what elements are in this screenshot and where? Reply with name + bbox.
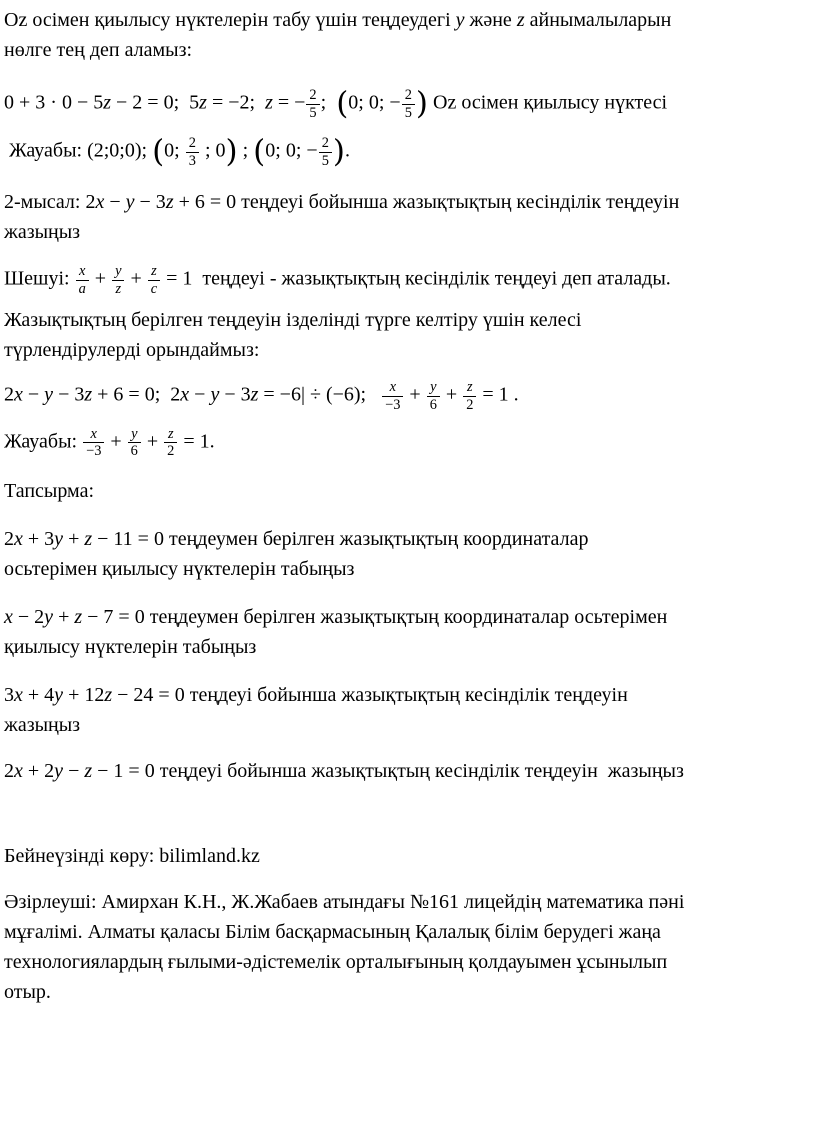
text-run: түрлендірулерді орындаймыз:: [4, 339, 260, 362]
fraction: [462, 379, 477, 413]
answer-intercept-equation: [4, 426, 811, 460]
text-run: технологиялардың ғылыми-әдістемелік орталығының қолдауымен ұсынылып: [4, 950, 668, 973]
right-paren: ): [415, 85, 429, 122]
math-run: x − 2y + z − 7 = 0: [4, 605, 145, 628]
text-run: жазыңыз: [4, 713, 81, 736]
text-run: теңдеуі бойынша жазықтықтың кесінділік теңдеуін: [236, 191, 680, 214]
transformation-intro: [4, 305, 811, 365]
task-intercept-2: [4, 756, 811, 786]
math-run: 0 + 3 · 0 − 5z − 2 = 0; 5z = −2; z = −: [4, 91, 306, 114]
text-run: жазыңыз: [4, 221, 81, 244]
fraction-numerator: x: [389, 379, 396, 396]
math-run: +: [105, 430, 127, 453]
task-intersections-2: [4, 602, 811, 662]
math-run: = 1: [477, 384, 509, 407]
text-run: осьтерімен қиылысу нүктелерін табыңыз: [4, 557, 355, 580]
fraction-numerator: 2: [188, 135, 196, 152]
math-run: ; 0: [199, 139, 226, 162]
math-run: +: [440, 384, 463, 407]
text-run: теңдеуі - жазықтықтың кесінділік теңдеуі деп аталады.: [192, 267, 671, 290]
text-run: 2-мысал:: [4, 191, 86, 214]
fraction: [163, 426, 178, 460]
text-run: .: [209, 430, 215, 453]
text-run: Бейнеүзінді көру: bilimland.kz: [4, 844, 260, 867]
text-run: және: [464, 9, 517, 31]
task-intersections-1: [4, 524, 811, 584]
text-run: отыр.: [4, 980, 51, 1003]
math-run: +: [141, 430, 164, 453]
text-run: Шешуі:: [4, 267, 75, 290]
fraction: [381, 379, 404, 413]
fraction-numerator: 2: [404, 87, 412, 103]
math-run: y: [455, 9, 465, 31]
fraction-numerator: y: [430, 379, 437, 396]
text-run: Жауабы: (2;0;0);: [9, 139, 153, 162]
math-run: z: [516, 9, 525, 31]
fraction-denominator: 5: [319, 152, 332, 170]
text-run: Oz осімен қиылысу нүктесі: [428, 91, 668, 114]
text-run: Тапсырма:: [4, 479, 94, 502]
fraction-numerator: 2: [321, 135, 329, 152]
text-run: Әзірлеуші: Амирхан К.Н., Ж.Жабаев атындағы №161 лицейдің математика пәні: [4, 890, 685, 913]
math-run: 2x + 3y + z − 11 = 0: [4, 527, 164, 550]
fraction-denominator: 6: [128, 442, 141, 460]
tasks-heading: [4, 476, 811, 506]
text-run: нөлге тең деп аламыз:: [4, 39, 193, 61]
math-run: = 1: [161, 267, 193, 290]
math-run: 3x + 4y + 12z − 24 = 0: [4, 683, 185, 706]
fraction-numerator: x: [78, 263, 86, 280]
text-run: мұғалімі. Алматы қаласы Білім басқармасының Қалалық білім берудегі жаңа: [4, 920, 661, 943]
fraction-numerator: z: [466, 379, 473, 396]
video-link-line: [4, 841, 811, 871]
text-run: Oz осімен қиылысу нүктелерін табу үшін теңдеудегі: [4, 9, 456, 31]
fraction: [82, 426, 105, 460]
answer-all-intersections: [4, 135, 811, 169]
math-run: ;: [320, 91, 337, 114]
solution-intercept-definition: [4, 263, 811, 297]
text-run: .: [345, 139, 350, 162]
fraction-denominator: 2: [164, 442, 177, 460]
fraction-denominator: 5: [402, 104, 415, 122]
fraction: [401, 87, 416, 121]
fraction: [305, 87, 320, 121]
example-2-problem: [4, 187, 811, 247]
formula-transformation: [4, 379, 811, 413]
fraction-numerator: y: [115, 263, 122, 280]
fraction-numerator: z: [151, 263, 157, 280]
fraction: [75, 263, 90, 297]
task-intercept-1: [4, 680, 811, 740]
fraction-numerator: x: [90, 425, 97, 442]
left-paren: (: [336, 85, 349, 122]
right-paren: ): [332, 133, 345, 170]
fraction-numerator: y: [131, 425, 138, 442]
fraction: [318, 135, 333, 169]
blank-line: [4, 786, 811, 816]
math-run: 0; 0; −: [265, 139, 318, 162]
math-run: +: [404, 384, 426, 407]
text-run: теңдеумен берілген жазықтықтың координаталар осьтерімен: [144, 605, 668, 628]
text-run: Жазықтықтың берілген теңдеуін ізделінді түрге келтіру үшін келесі: [4, 309, 582, 332]
fraction-denominator: 2: [463, 396, 476, 414]
left-paren: (: [152, 133, 165, 170]
math-run: 2x + 2y − z − 1 = 0: [4, 759, 155, 782]
author-credit: [4, 887, 811, 1007]
left-paren: (: [253, 133, 266, 170]
fraction: [111, 263, 125, 297]
fraction-numerator: z: [167, 425, 174, 442]
text-run: Жауабы:: [4, 430, 83, 453]
fraction-denominator: −3: [83, 442, 104, 460]
fraction: [185, 135, 200, 169]
text-run: ;: [237, 139, 254, 162]
fraction: [127, 426, 142, 460]
formula-oz-intersection: [4, 87, 811, 121]
math-run: 2x − y − 3z + 6 = 0; 2x − y − 3z = −6| ÷ (−6);: [4, 384, 382, 407]
text-run: .: [508, 384, 519, 407]
fraction-denominator: 6: [427, 396, 440, 414]
fraction-denominator: 3: [186, 152, 199, 170]
fraction: [147, 263, 161, 297]
text-run: айнымалыларын: [524, 9, 672, 31]
right-paren: ): [225, 133, 238, 170]
math-run: 2x − y − 3z + 6 = 0: [85, 191, 237, 214]
fraction-denominator: c: [148, 280, 160, 298]
fraction-denominator: 5: [306, 104, 319, 122]
math-run: = 1: [178, 430, 210, 453]
math-run: 0;: [164, 139, 185, 162]
fraction-denominator: a: [76, 280, 89, 298]
paragraph-oz-axis-intro: [4, 5, 811, 65]
fraction-numerator: 2: [309, 87, 317, 103]
math-run: +: [89, 267, 112, 290]
fraction-denominator: z: [112, 280, 124, 298]
text-run: қиылысу нүктелерін табыңыз: [4, 635, 257, 658]
text-run: теңдеуі бойынша жазықтықтың кесінділік теңдеуін: [184, 683, 628, 706]
math-run: +: [125, 267, 147, 290]
text-run: теңдеуі бойынша жазықтықтың кесінділік теңдеуін жазыңыз: [154, 759, 684, 782]
fraction: [426, 379, 441, 413]
text-run: теңдеумен берілген жазықтықтың координаталар: [163, 527, 589, 550]
math-run: 0; 0; −: [348, 91, 401, 114]
fraction-denominator: −3: [382, 396, 403, 414]
